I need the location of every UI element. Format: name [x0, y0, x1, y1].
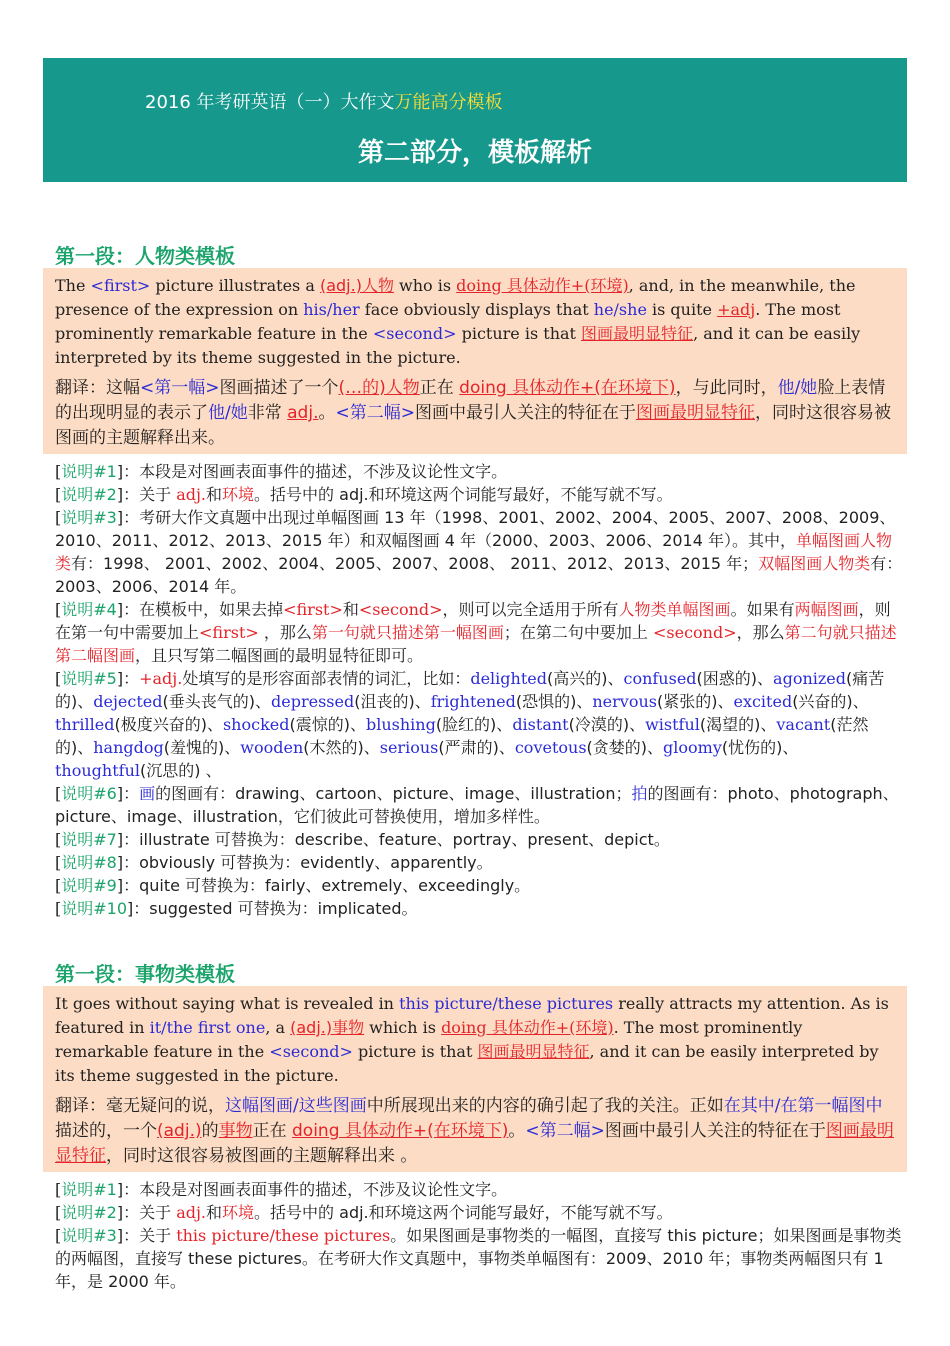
note-item: [说明#3]：考研大作文真题中出现过单幅图画 13 年（1998、2001、2002、2004、2005、2007、2008、2009、2010、2011、2012、2013、2015 年）和双幅图画 4 年（2000、2003、2006、2014 年）。其中，单幅图画人物类有：1998、 2001、2002、2004、2005、2007、2008、 2011、2012、2013、2015 年；双幅图画人物类有：2003、2006、2014 年。 [55, 508, 903, 596]
title-banner [43, 58, 907, 182]
note-item: [说明#4]：在模板中，如果去掉<first>和<second>，则可以完全适用于所有人物类单幅图画。如果有两幅图画，则在第一句中需要加上<first> ，那么第一句就只描述第一幅图画；在第二句中要加上 <second>，那么第二句就只描述第二幅图画，且只写第二幅图画的最明显特征即可。 [55, 600, 897, 665]
object-notes [55, 1178, 905, 1293]
note-item: [说明#8]：obviously 可替换为：evidently、apparently。 [55, 853, 493, 872]
person-template-english: The <first> picture illustrates a (adj.)人物 who is doing 具体动作+(环境), and, in the meanwhile, the presence of the expression on his/her face obviously displays that he/she is quite +adj. The most prominently remarkable feature in the <second> picture is that 图画最明显特征, and it can be easily interpreted by its theme suggested in the picture. [55, 276, 861, 367]
page-title: 第二部分，模板解析 [357, 138, 592, 168]
section-heading-object: 第一段：事物类模板 [55, 962, 235, 986]
note-item: [说明#7]：illustrate 可替换为：describe、feature、portray、present、depict。 [55, 830, 670, 849]
object-template-english: It goes without saying what is revealed in this picture/these pictures really attracts my attention. As is featured in it/the first one, a (adj.)事物 which is doing 具体动作+(环境). The most prominently remarkable feature in the <second> picture is that 图画最明显特征, and it can be easily interpreted by its theme suggested in the picture. [55, 994, 889, 1085]
object-template-box [43, 986, 907, 1172]
note-item: [说明#5]：+adj.处填写的是形容面部表情的词汇，比如：delighted(高兴的)、confused(困惑的)、agonized(痛苦的)、dejected(垂头丧气的)、depressed(沮丧的)、frightened(恐惧的)、nervous(紧张的)、excited(兴奋的)、thrilled(极度兴奋的)、shocked(震惊的)、blushing(脸红的)、distant(冷漠的)、wistful(渴望的)、vacant(茫然的)、hangdog(羞愧的)、wooden(木然的)、serious(严肃的)、covetous(贪婪的)、gloomy(忧伤的)、thoughtful(沉思的) 、 [55, 669, 885, 780]
object-template-translation: 翻译：毫无疑问的说，这幅图画/这些图画中所展现出来的内容的确引起了我的关注。正如在其中/在第一幅图中描述的，一个(adj.)的事物正在 doing 具体动作+(在环境下)。<第二幅>图画中最引人关注的特征在于图画最明显特征，同时这很容易被图画的主题解释出来 。 [55, 1096, 894, 1166]
person-template-translation: 翻译：这幅<第一幅>图画描述了一个(…的)人物正在 doing 具体动作+(在环境下)，与此同时，他/她脸上表情的出现明显的表示了他/她非常 adj.。<第二幅>图画中最引人关注的特征在于图画最明显特征，同时这很容易被图画的主题解释出来。 [55, 378, 891, 448]
person-template-box [43, 268, 907, 454]
note-item: [说明#2]：关于 adj.和环境。括号中的 adj.和环境这两个词能写最好，不能写就不写。 [55, 1203, 673, 1222]
note-item: [说明#2]：关于 adj.和环境。括号中的 adj.和环境这两个词能写最好，不能写就不写。 [55, 485, 673, 504]
banner-subtitle: 2016 年考研英语（一）大作文万能高分模板 [145, 92, 503, 113]
note-item: [说明#1]：本段是对图画表面事件的描述，不涉及议论性文字。 [55, 1180, 508, 1199]
note-item: [说明#9]：quite 可替换为：fairly、extremely、exceedingly。 [55, 876, 531, 895]
note-item: [说明#6]：画的图画有：drawing、cartoon、picture、image、illustration；拍的图画有：photo、photograph、picture、image、illustration，它们彼此可替换使用，增加多样性。 [55, 784, 899, 826]
person-notes [55, 460, 905, 920]
note-item: [说明#1]：本段是对图画表面事件的描述，不涉及议论性文字。 [55, 462, 508, 481]
note-item: [说明#3]：关于 this picture/these pictures。如果图画是事物类的一幅图，直接写 this picture；如果图画是事物类的两幅图，直接写 these pictures。在考研大作文真题中，事物类单幅图有：2009、2010 年；事物类两幅图只有 1 年，是 2000 年。 [55, 1226, 902, 1291]
note-item: [说明#10]：suggested 可替换为：implicated。 [55, 899, 418, 918]
section-heading-person: 第一段：人物类模板 [55, 244, 235, 268]
